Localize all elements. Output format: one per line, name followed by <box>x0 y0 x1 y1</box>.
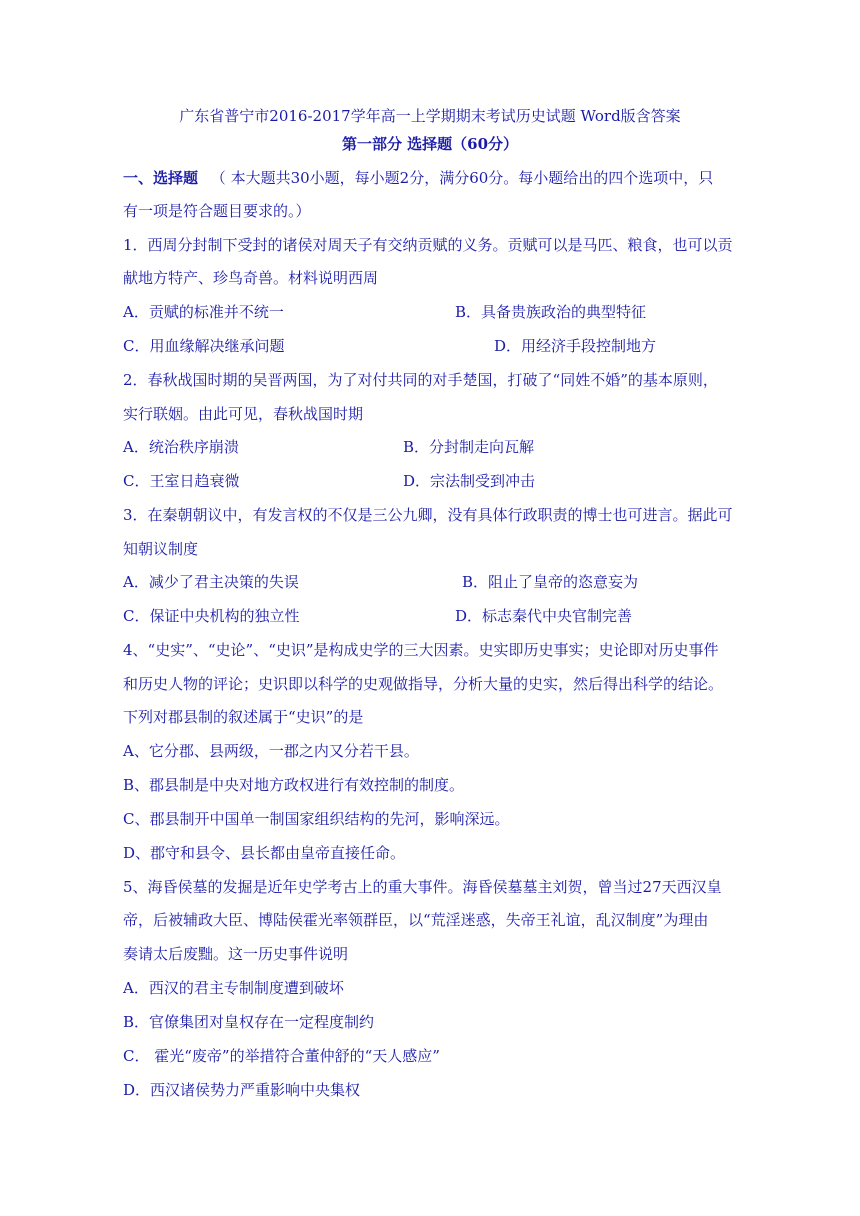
q3-option-d: D．标志秦代中央官制完善 <box>455 607 633 625</box>
part-heading-line <box>123 168 713 188</box>
q2-option-d: D．宗法制受到冲击 <box>403 472 536 490</box>
section-heading: 第一部分 选择题（60分） <box>341 135 519 153</box>
q4-option-d: D、郡守和县令、县长都由皇帝直接任命。 <box>123 844 406 862</box>
q3-stem-line-2: 知朝议制度 <box>123 540 199 558</box>
q4-option-b: B、郡县制是中央对地方政权进行有效控制的制度。 <box>123 776 465 794</box>
part-description: （ 本大题共30小题，每小题2分，满分60分。每小题给出的四个选项中，只 <box>210 169 714 187</box>
q5-stem-line-1: 5、海昏侯墓的发掘是近年史学考古上的重大事件。海昏侯墓墓主刘贺，曾当过27天西汉皇 <box>123 878 722 896</box>
part-description-cont: 有一项是符合题目要求的。） <box>123 202 311 220</box>
q1-option-b: B．具备贵族政治的典型特征 <box>455 303 647 321</box>
q1-option-d: D．用经济手段控制地方 <box>494 337 657 355</box>
q1-option-a: A．贡赋的标准并不统一 <box>123 303 284 321</box>
q4-option-a: A、它分郡、县两级，一郡之内又分若干县。 <box>123 742 419 760</box>
q3-option-a: A．减少了君主决策的失误 <box>123 573 299 591</box>
q3-option-c: C．保证中央机构的独立性 <box>123 607 300 625</box>
q2-option-b: B．分封制走向瓦解 <box>403 438 535 456</box>
q5-option-a: A．西汉的君主专制制度遭到破坏 <box>123 979 344 997</box>
q3-option-b: B．阻止了皇帝的恣意妄为 <box>462 573 639 591</box>
q4-stem-line-1: 4、“史实”、“史论”、“史识”是构成史学的三大因素。史实即历史事实；史论即对历史事件 <box>123 641 719 659</box>
q4-stem-line-3: 下列对郡县制的叙述属于“史识”的是 <box>123 708 364 726</box>
q2-stem-line-2: 实行联姻。由此可见，春秋战国时期 <box>123 405 364 423</box>
q4-stem-line-2: 和历史人物的评论；史识即以科学的史观做指导，分析大量的史实，然后得出科学的结论。 <box>123 675 724 693</box>
q2-option-a: A．统治秩序崩溃 <box>123 438 239 456</box>
q1-stem-line-1: 1．西周分封制下受封的诸侯对周天子有交纳贡赋的义务。贡赋可以是马匹、粮食，也可以贡 <box>123 236 733 254</box>
q2-option-c: C．王室日趋衰微 <box>123 472 240 490</box>
q4-option-c: C、郡县制开中国单一制国家组织结构的先河，影响深远。 <box>123 810 510 828</box>
q1-option-c: C．用血缘解决继承问题 <box>123 337 285 355</box>
q3-stem-line-1: 3．在秦朝朝议中，有发言权的不仅是三公九卿，没有具体行政职责的博士也可进言。据此可 <box>123 506 733 524</box>
q5-option-d: D．西汉诸侯势力严重影响中央集权 <box>123 1081 361 1099</box>
q1-stem-line-2: 献地方特产、珍鸟奇兽。材料说明西周 <box>123 269 379 287</box>
q5-stem-line-2: 帝，后被辅政大臣、博陆侯霍光率领群臣，以“荒淫迷惑，失帝王礼谊，乱汉制度”为理由 <box>123 911 709 929</box>
part-heading: 一、选择题 <box>123 169 199 187</box>
q5-option-b: B．官僚集团对皇权存在一定程度制约 <box>123 1013 375 1031</box>
document-title: 广东省普宁市2016-2017学年高一上学期期末考试历史试题 Word版含答案 <box>179 107 681 125</box>
q2-stem-line-1: 2．春秋战国时期的吴晋两国，为了对付共同的对手楚国，打破了“同姓不婚”的基本原则， <box>123 371 718 389</box>
q5-option-c: C． 霍光“废帝”的举措符合董仲舒的“天人感应” <box>123 1047 440 1065</box>
q5-stem-line-3: 奏请太后废黜。这一历史事件说明 <box>123 945 349 963</box>
